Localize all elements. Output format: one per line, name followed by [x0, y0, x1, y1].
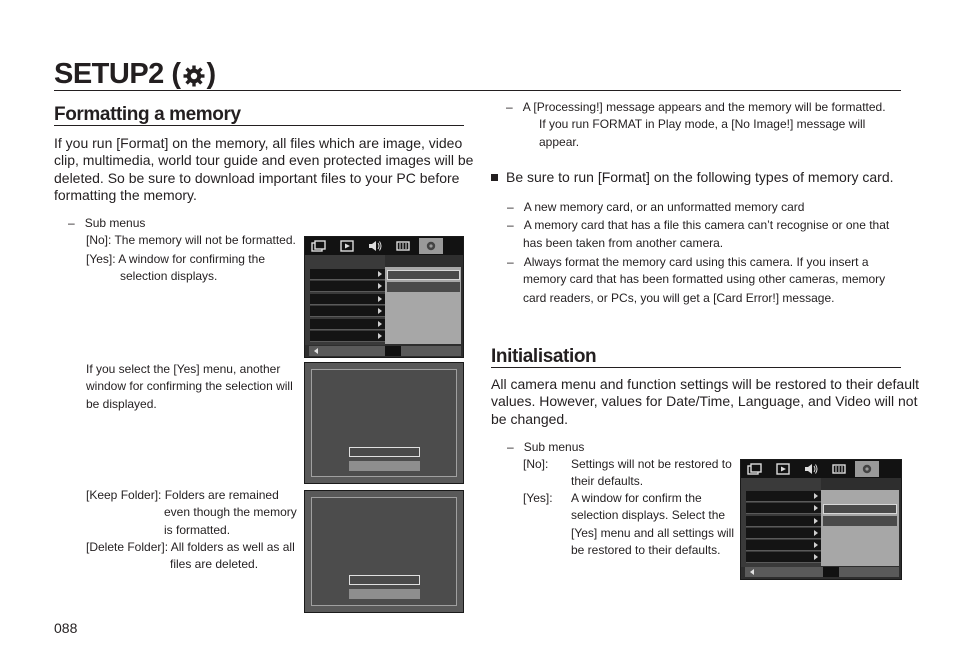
- camera-tab-icon: [307, 238, 331, 254]
- menu-tabs: [305, 237, 463, 255]
- menu-item[interactable]: [746, 491, 821, 502]
- menu-tabs: [741, 460, 901, 478]
- menu-item[interactable]: [310, 306, 385, 317]
- submenu-option-yes[interactable]: [823, 516, 897, 526]
- submenu-option-yes[interactable]: [387, 282, 460, 292]
- initialisation-submenus: – Sub menus: [507, 440, 585, 454]
- footer-block: [385, 346, 401, 356]
- setup2-tab-icon: [855, 461, 879, 477]
- setup1-tab-icon: [391, 238, 415, 254]
- confirm-option-no[interactable]: [349, 447, 420, 457]
- menu-item[interactable]: [310, 319, 385, 330]
- menu-item[interactable]: [746, 516, 821, 527]
- initialisation-heading: Initialisation: [491, 346, 597, 367]
- formatting-folder-options: [Keep Folder]: Folders are remained even though the memory is formatted. [Delete Folder]: All folders as well as all files are deleted.: [86, 488, 297, 572]
- menu-item[interactable]: [310, 294, 385, 305]
- title-rule: [54, 90, 901, 91]
- menu-item[interactable]: [310, 281, 385, 292]
- initialisation-yes-desc: A window for confirm the selection displays. Select the [Yes] menu and all settings will be restored to their defaults.: [571, 491, 734, 557]
- format-menu-screen: [304, 236, 464, 358]
- left-arrow-icon: [314, 348, 318, 354]
- initialisation-intro: All camera menu and function settings will be restored to their default values. However, values for Date/Time, Language, and Video will not be changed.: [491, 376, 920, 427]
- page-title: SETUP2 ( ): [54, 58, 216, 90]
- folder-dialog-screen: [304, 490, 464, 613]
- menu-item[interactable]: [746, 503, 821, 514]
- formatting-submenus: – Sub menus: [68, 216, 146, 230]
- formatting-rule: [54, 125, 464, 126]
- keep-folder-option[interactable]: [349, 575, 420, 585]
- menu-item[interactable]: [310, 269, 385, 280]
- play-tab-icon: [771, 461, 795, 477]
- initialisation-rule: [491, 367, 901, 368]
- page-number: 088: [54, 620, 78, 636]
- menu-item[interactable]: [746, 528, 821, 539]
- menu-item[interactable]: [746, 552, 821, 563]
- footer-block: [823, 567, 839, 577]
- setup1-tab-icon: [827, 461, 851, 477]
- submenu-panel: [821, 490, 899, 566]
- formatting-intro: If you run [Format] on the memory, all files which are image, video clip, multimedia, world tour guide and even protected images will be deleted. So be sure to download important files to your PC before formatting the memory.: [54, 135, 474, 203]
- be-sure-bullet: Be sure to run [Format] on the following types of memory card.: [491, 169, 894, 186]
- sound-tab-icon: [799, 461, 823, 477]
- card-types-list: – A new memory card, or an unformatted memory card – A memory card that has a file this camera can’t recognise or one that has been taken from another camera. – Always format the memory card using this camera. If you insert a memory card that has been formatted using other cameras, memory card readers, or PCs, you will get a [Card Error!] message.: [507, 200, 890, 306]
- initialisation-no-desc: Settings will not be restored to their defaults.: [571, 457, 732, 489]
- menu-item[interactable]: [746, 540, 821, 551]
- camera-tab-icon: [743, 461, 767, 477]
- setup2-tab-icon: [419, 238, 443, 254]
- confirm-dialog-screen: [304, 362, 464, 484]
- submenu-option-no[interactable]: [387, 270, 460, 280]
- sound-tab-icon: [363, 238, 387, 254]
- processing-note: – A [Processing!] message appears and the memory will be formatted. If you run FORMAT in Play mode, a [No Image!] message will appear.: [506, 100, 886, 149]
- formatting-yes-select: If you select the [Yes] menu, another window for confirming the selection will be displayed.: [86, 362, 293, 411]
- init-menu-screen: [740, 459, 902, 580]
- menu-item[interactable]: [310, 331, 385, 342]
- delete-folder-option[interactable]: [349, 589, 420, 599]
- initialisation-no-label: [No]:: [523, 457, 549, 471]
- play-tab-icon: [335, 238, 359, 254]
- formatting-no-desc: [No]: The memory will not be formatted.: [86, 233, 296, 247]
- submenu-option-no[interactable]: [823, 504, 897, 514]
- menu-footer: [309, 346, 461, 356]
- left-arrow-icon: [750, 569, 754, 575]
- confirm-option-yes[interactable]: [349, 461, 420, 471]
- square-bullet-icon: [491, 174, 498, 181]
- menu-footer: [745, 567, 899, 577]
- gear-icon: [182, 63, 206, 87]
- formatting-heading: Formatting a memory: [54, 104, 241, 125]
- formatting-yes-desc: [Yes]: A window for confirming the selection displays.: [86, 252, 265, 284]
- initialisation-yes-label: [Yes]:: [523, 491, 553, 505]
